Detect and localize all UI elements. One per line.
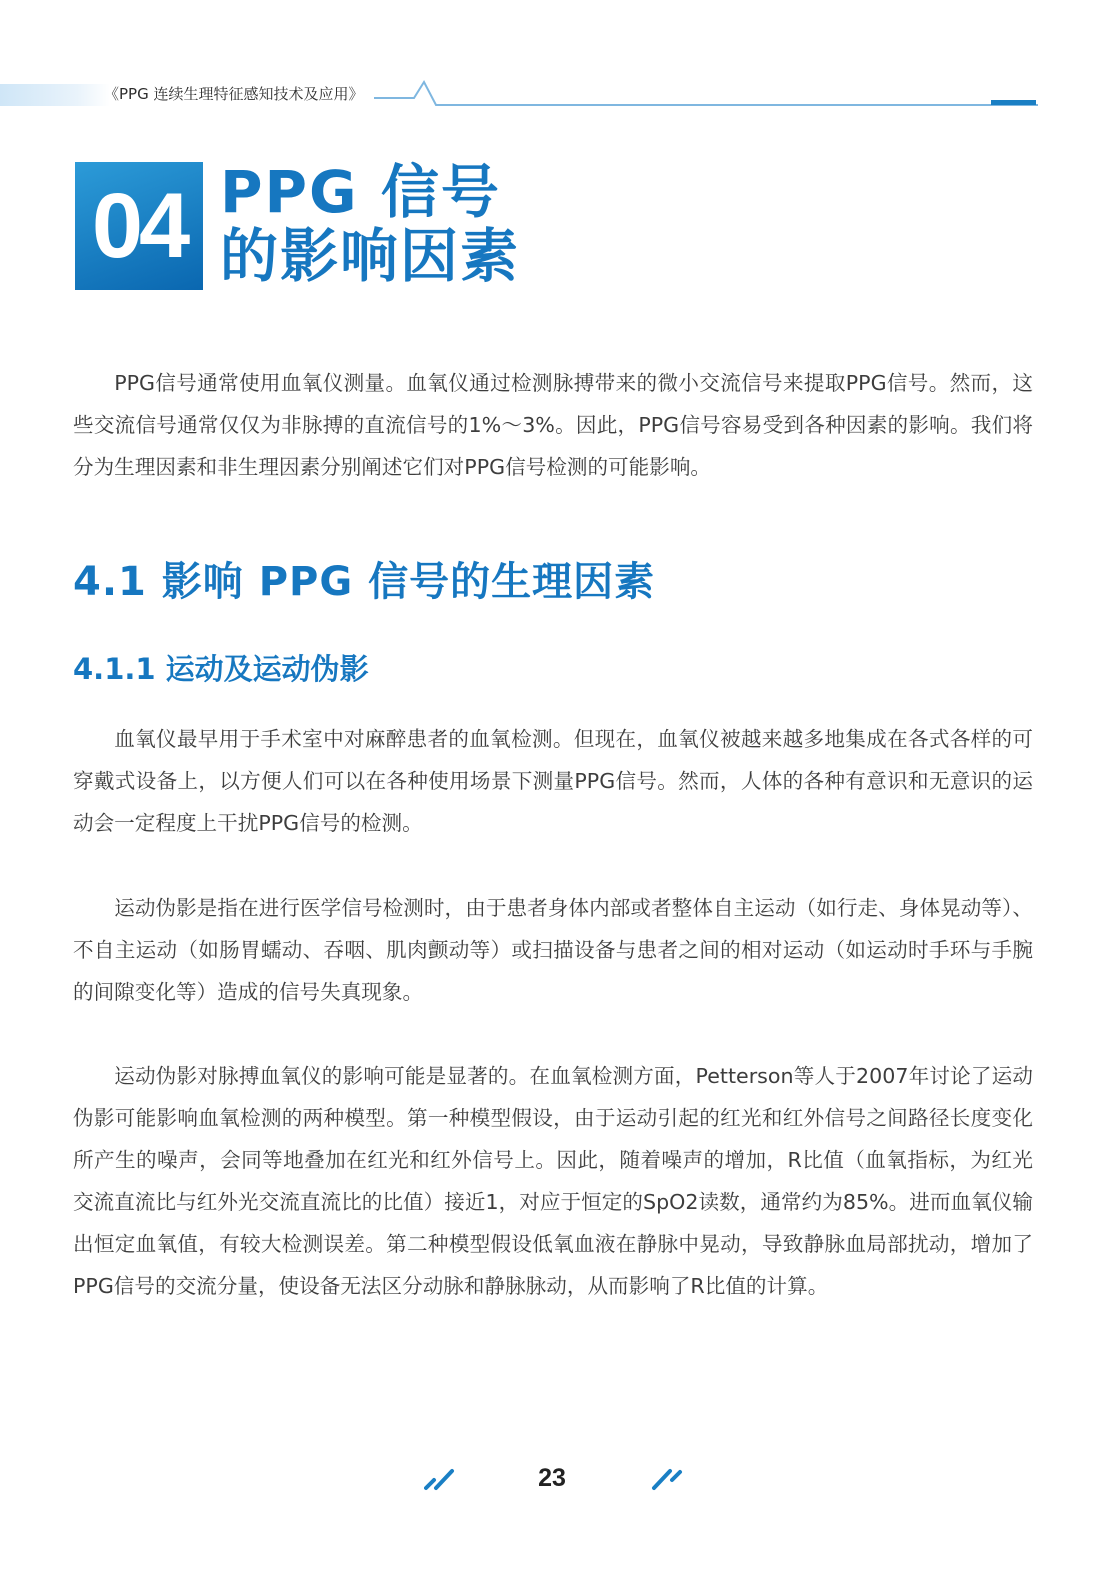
pulse-line-decoration (374, 78, 1038, 110)
header-accent-bar (991, 100, 1036, 105)
subsection-title: 4.1.1 运动及运动伪影 (73, 652, 369, 686)
body-paragraph-2: 运动伪影是指在进行医学信号检测时，由于患者身体内部或者整体自主运动（如行走、身体晃动等）、不自主运动（如肠胃蠕动、吞咽、肌肉颤动等）或扫描设备与患者之间的相对运动（如运动时手环与手腕的间隙变化等）造成的信号失真现象。 (73, 896, 1033, 1004)
running-header-title: 《PPG 连续生理特征感知技术及应用》 (104, 85, 364, 103)
intro-paragraph: PPG信号通常使用血氧仪测量。血氧仪通过检测脉搏带来的微小交流信号来提取PPG信号。然而，这些交流信号通常仅仅为非脉搏的直流信号的1%～3%。因此，PPG信号容易受到各种因素的影响。我们将分为生理因素和非生理因素分别阐述它们对PPG信号检测的可能影响。 (73, 371, 1033, 479)
section-title: 4.1 影响 PPG 信号的生理因素 (73, 559, 656, 605)
body-paragraph-1: 血氧仪最早用于手术室中对麻醉患者的血氧检测。但现在，血氧仪被越来越多地集成在各式各样的可穿戴式设备上，以方便人们可以在各种使用场景下测量PPG信号。然而，人体的各种有意识和无意识的运动会一定程度上干扰PPG信号的检测。 (73, 727, 1033, 835)
header-gradient-bar (0, 84, 110, 106)
chapter-title-line-2: 的影响因素 (220, 222, 521, 290)
chapter-number: 04 (75, 162, 203, 290)
chapter-title (220, 160, 520, 288)
page-number: 23 (538, 1464, 566, 1492)
body-paragraph-3: 运动伪影对脉搏血氧仪的影响可能是显著的。在血氧检测方面，Petterson等人于2007年讨论了运动伪影可能影响血氧检测的两种模型。第一种模型假设，由于运动引起的红光和红外信号之间路径长度变化所产生的噪声，会同等地叠加在红光和红外信号上。因此，随着噪声的增加，R比值（血氧指标，为红光交流直流比与红外光交流直流比的比值）接近1，对应于恒定的SpO2读数，通常约为85%。进而血氧仪输出恒定血氧值，有较大检测误差。第二种模型假设低氧血液在静脉中晃动，导致静脉血局部扰动，增加了PPG信号的交流分量，使设备无法区分动脉和静脉脉动，从而影响了R比值的计算。 (73, 1064, 1033, 1298)
chapter-title-line-1: PPG 信号 (220, 158, 501, 226)
slash-decoration-right (650, 1466, 684, 1492)
slash-decoration-left (424, 1466, 458, 1492)
